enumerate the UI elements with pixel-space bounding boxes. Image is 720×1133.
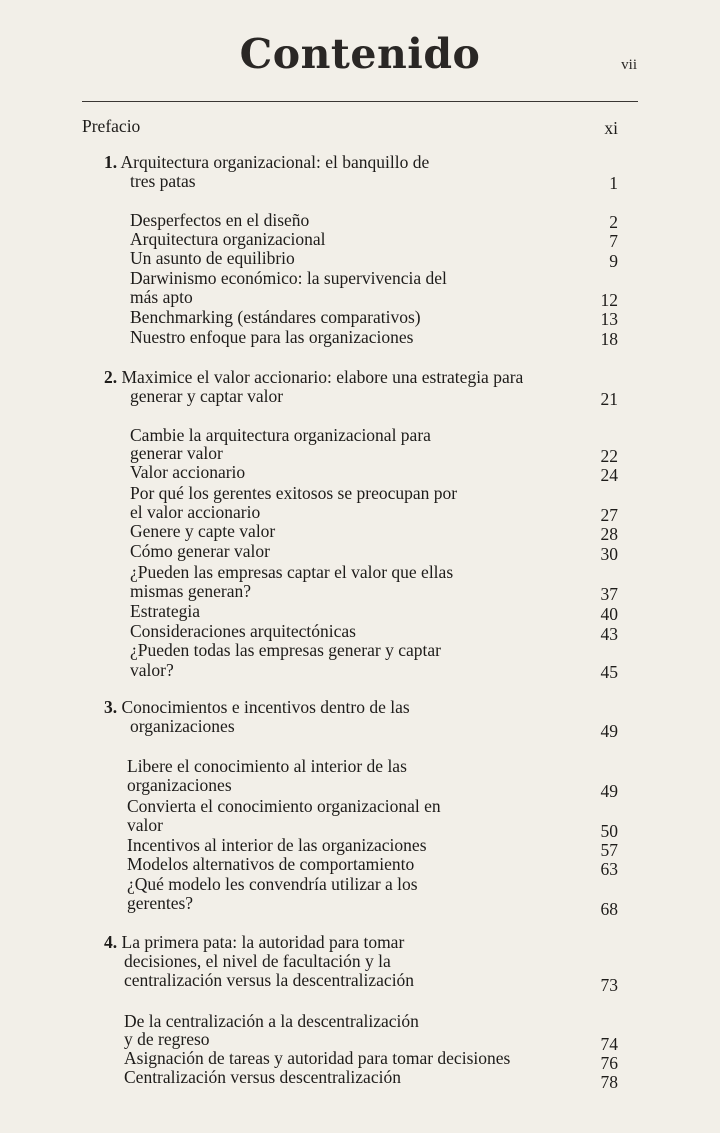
section-page: 12 xyxy=(600,290,618,310)
section-line: Cómo generar valor xyxy=(130,541,270,561)
section-line: Benchmarking (estándares comparativos) xyxy=(130,307,421,327)
section-page: 27 xyxy=(600,505,618,525)
section-line: valor? xyxy=(130,660,174,680)
chapter-4-title-line-3: centralización versus la descentralización xyxy=(124,970,415,990)
section-line: Un asunto de equilibrio xyxy=(130,248,295,268)
section-line: Consideraciones arquitectónicas xyxy=(130,621,356,641)
section-line: Nuestro enfoque para las organizaciones xyxy=(130,327,414,347)
section-page: 63 xyxy=(600,859,618,879)
section-line: Estrategia xyxy=(130,601,200,621)
preface-page: xi xyxy=(604,118,618,138)
section-line: generar valor xyxy=(130,443,223,463)
section-page: 22 xyxy=(600,446,618,466)
preface-label: Prefacio xyxy=(82,116,141,136)
chapter-1-page: 1 xyxy=(609,173,618,193)
section-page: 76 xyxy=(600,1053,618,1073)
section-line: Libere el conocimiento al interior de las xyxy=(127,756,407,776)
section-line: ¿Pueden las empresas captar el valor que ellas xyxy=(130,562,454,582)
section-page: 9 xyxy=(609,251,618,271)
chapter-4-page: 73 xyxy=(600,975,618,995)
section-page: 43 xyxy=(600,624,618,644)
section-line: Valor accionario xyxy=(130,462,246,482)
chapter-4-number: 4. xyxy=(104,932,118,952)
chapter-2-number: 2. xyxy=(104,367,118,387)
chapter-4-title-line-2: decisiones, el nivel de facultación y la xyxy=(124,951,391,971)
section-line: Genere y capte valor xyxy=(130,521,276,541)
section-line: más apto xyxy=(130,287,193,307)
section-line: organizaciones xyxy=(127,775,232,795)
chapter-3-number: 3. xyxy=(104,697,118,717)
section-line: Convierta el conocimiento organizacional en xyxy=(127,796,441,816)
page-title: Contenido xyxy=(239,30,481,78)
page-number: vii xyxy=(621,57,637,73)
section-page: 7 xyxy=(609,231,618,251)
section-line: el valor accionario xyxy=(130,502,261,522)
chapter-3-page: 49 xyxy=(600,721,618,741)
section-page: 78 xyxy=(600,1072,618,1092)
chapter-2-title-line-2: generar y captar valor xyxy=(130,386,284,406)
section-line: Modelos alternativos de comportamiento xyxy=(127,854,415,874)
section-page: 2 xyxy=(609,212,618,232)
section-line: y de regreso xyxy=(124,1029,210,1049)
header-rule xyxy=(82,101,638,102)
section-page: 37 xyxy=(600,584,618,604)
section-line: Por qué los gerentes exitosos se preocupan por xyxy=(130,483,458,503)
chapter-3-title-line-2: organizaciones xyxy=(130,716,235,736)
section-page: 24 xyxy=(600,465,618,485)
section-line: Incentivos al interior de las organizaciones xyxy=(127,835,427,855)
section-line: Desperfectos en el diseño xyxy=(130,210,310,230)
section-line: valor xyxy=(127,815,163,835)
chapter-4-title-line-1: 4. La primera pata: la autoridad para tomar xyxy=(104,932,405,952)
section-page: 13 xyxy=(600,309,618,329)
section-line: gerentes? xyxy=(127,893,194,913)
section-page: 68 xyxy=(600,899,618,919)
section-line: Centralización versus descentralización xyxy=(124,1067,401,1087)
section-page: 45 xyxy=(600,662,618,682)
section-line: mismas generan? xyxy=(130,581,251,601)
section-line: Cambie la arquitectura organizacional para xyxy=(130,425,431,445)
chapter-3-title-line-1: 3. Conocimientos e incentivos dentro de las xyxy=(104,697,410,717)
section-page: 18 xyxy=(600,329,618,349)
section-line: ¿Pueden todas las empresas generar y captar xyxy=(130,640,441,660)
section-page: 49 xyxy=(600,781,618,801)
section-page: 50 xyxy=(600,821,618,841)
section-page: 28 xyxy=(600,524,618,544)
chapter-1-title-line-1: 1. Arquitectura organizacional: el banquillo de xyxy=(104,152,430,172)
section-line: ¿Qué modelo les convendría utilizar a los xyxy=(127,874,418,894)
chapter-1-number: 1. xyxy=(104,152,118,172)
section-page: 30 xyxy=(600,544,618,564)
section-page: 57 xyxy=(600,840,618,860)
chapter-2-title-line-1: 2. Maximice el valor accionario: elabore una estrategia para xyxy=(104,367,524,387)
section-line: De la centralización a la descentralización xyxy=(124,1011,419,1031)
section-line: Darwinismo económico: la supervivencia del xyxy=(130,268,447,288)
section-page: 74 xyxy=(600,1034,618,1054)
section-line: Asignación de tareas y autoridad para tomar decisiones xyxy=(124,1048,511,1068)
section-line: Arquitectura organizacional xyxy=(130,229,326,249)
chapter-2-page: 21 xyxy=(600,389,618,409)
chapter-1-title-line-2: tres patas xyxy=(130,171,196,191)
section-page: 40 xyxy=(600,604,618,624)
